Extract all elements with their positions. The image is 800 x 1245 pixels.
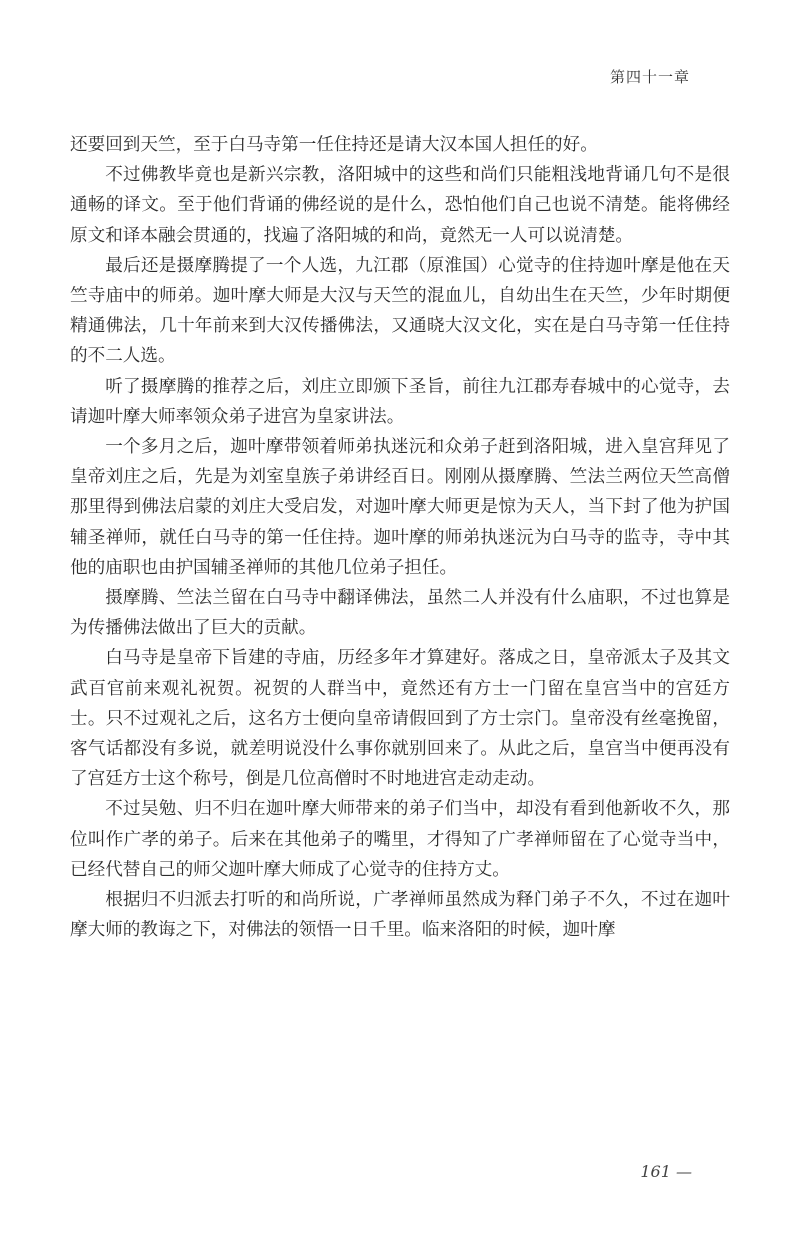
paragraph: 一个多月之后，迦叶摩带领着师弟执迷沅和众弟子赶到洛阳城，进入皇宫拜见了皇帝刘庄之后，先是为刘室皇族子弟讲经百日。刚刚从摄摩腾、竺法兰两位天竺高僧那里得到佛法启蒙的刘庄大受启发，对迦叶摩大师更是惊为天人，当下封了他为护国辅圣禅师，就任白马寺的第一任住持。迦叶摩的师弟执迷沅为白马寺的监寺，寺中其他的庙职也由护国辅圣禅师的其他几位弟子担任。 bbox=[70, 437, 730, 578]
paragraph: 根据归不归派去打听的和尚所说，广孝禅师虽然成为释门弟子不久，不过在迦叶摩大师的教诲之下，对佛法的领悟一日千里。临来洛阳的时候，迦叶摩 bbox=[70, 890, 730, 941]
paragraph: 不过吴勉、归不归在迦叶摩大师带来的弟子们当中，却没有看到他新收不久，那位叫作广孝的弟子。后来在其他弟子的嘴里，才得知了广孝禅师留在了心觉寺当中，已经代替自己的师父迦叶摩大师成了心觉寺的住持方丈。 bbox=[70, 799, 730, 880]
paragraph: 听了摄摩腾的推荐之后，刘庄立即颁下圣旨，前往九江郡寿春城中的心觉寺，去请迦叶摩大师率领众弟子进宫为皇家讲法。 bbox=[70, 376, 730, 427]
paragraph: 摄摩腾、竺法兰留在白马寺中翻译佛法，虽然二人并没有什么庙职，不过也算是为传播佛法做出了巨大的贡献。 bbox=[70, 588, 730, 639]
paragraph: 还要回到天竺，至于白马寺第一任住持还是请大汉本国人担任的好。 bbox=[70, 135, 598, 155]
running-header-chapter: 第四十一章 bbox=[609, 68, 690, 86]
paragraph: 最后还是摄摩腾提了一个人选，九江郡（原淮国）心觉寺的住持迦叶摩是他在天竺寺庙中的师弟。迦叶摩大师是大汉与天竺的混血儿，自幼出生在天竺，少年时期便精通佛法，几十年前来到大汉传播佛法，又通晓大汉文化，实在是白马寺第一任住持的不二人选。 bbox=[70, 255, 730, 367]
paragraph: 不过佛教毕竟也是新兴宗教，洛阳城中的这些和尚们只能粗浅地背诵几句不是很通畅的译文。至于他们背诵的佛经说的是什么，恐怕他们自己也说不清楚。能将佛经原文和译本融会贯通的，找遍了洛阳城的和尚，竟然无一人可以说清楚。 bbox=[70, 165, 730, 246]
paragraph: 白马寺是皇帝下旨建的寺庙，历经多年才算建好。落成之日，皇帝派太子及其文武百官前来观礼祝贺。祝贺的人群当中，竟然还有方士一门留在皇宫当中的宫廷方士。只不过观礼之后，这名方士便向皇帝请假回到了方士宗门。皇帝没有丝毫挽留，客气话都没有多说，就差明说没什么事你就别回来了。从此之后，皇宫当中便再没有了宫廷方士这个称号，倒是几位高僧时不时地进宫走动走动。 bbox=[70, 648, 730, 790]
text-body bbox=[70, 130, 730, 945]
page-number: 161 — bbox=[640, 1162, 692, 1181]
